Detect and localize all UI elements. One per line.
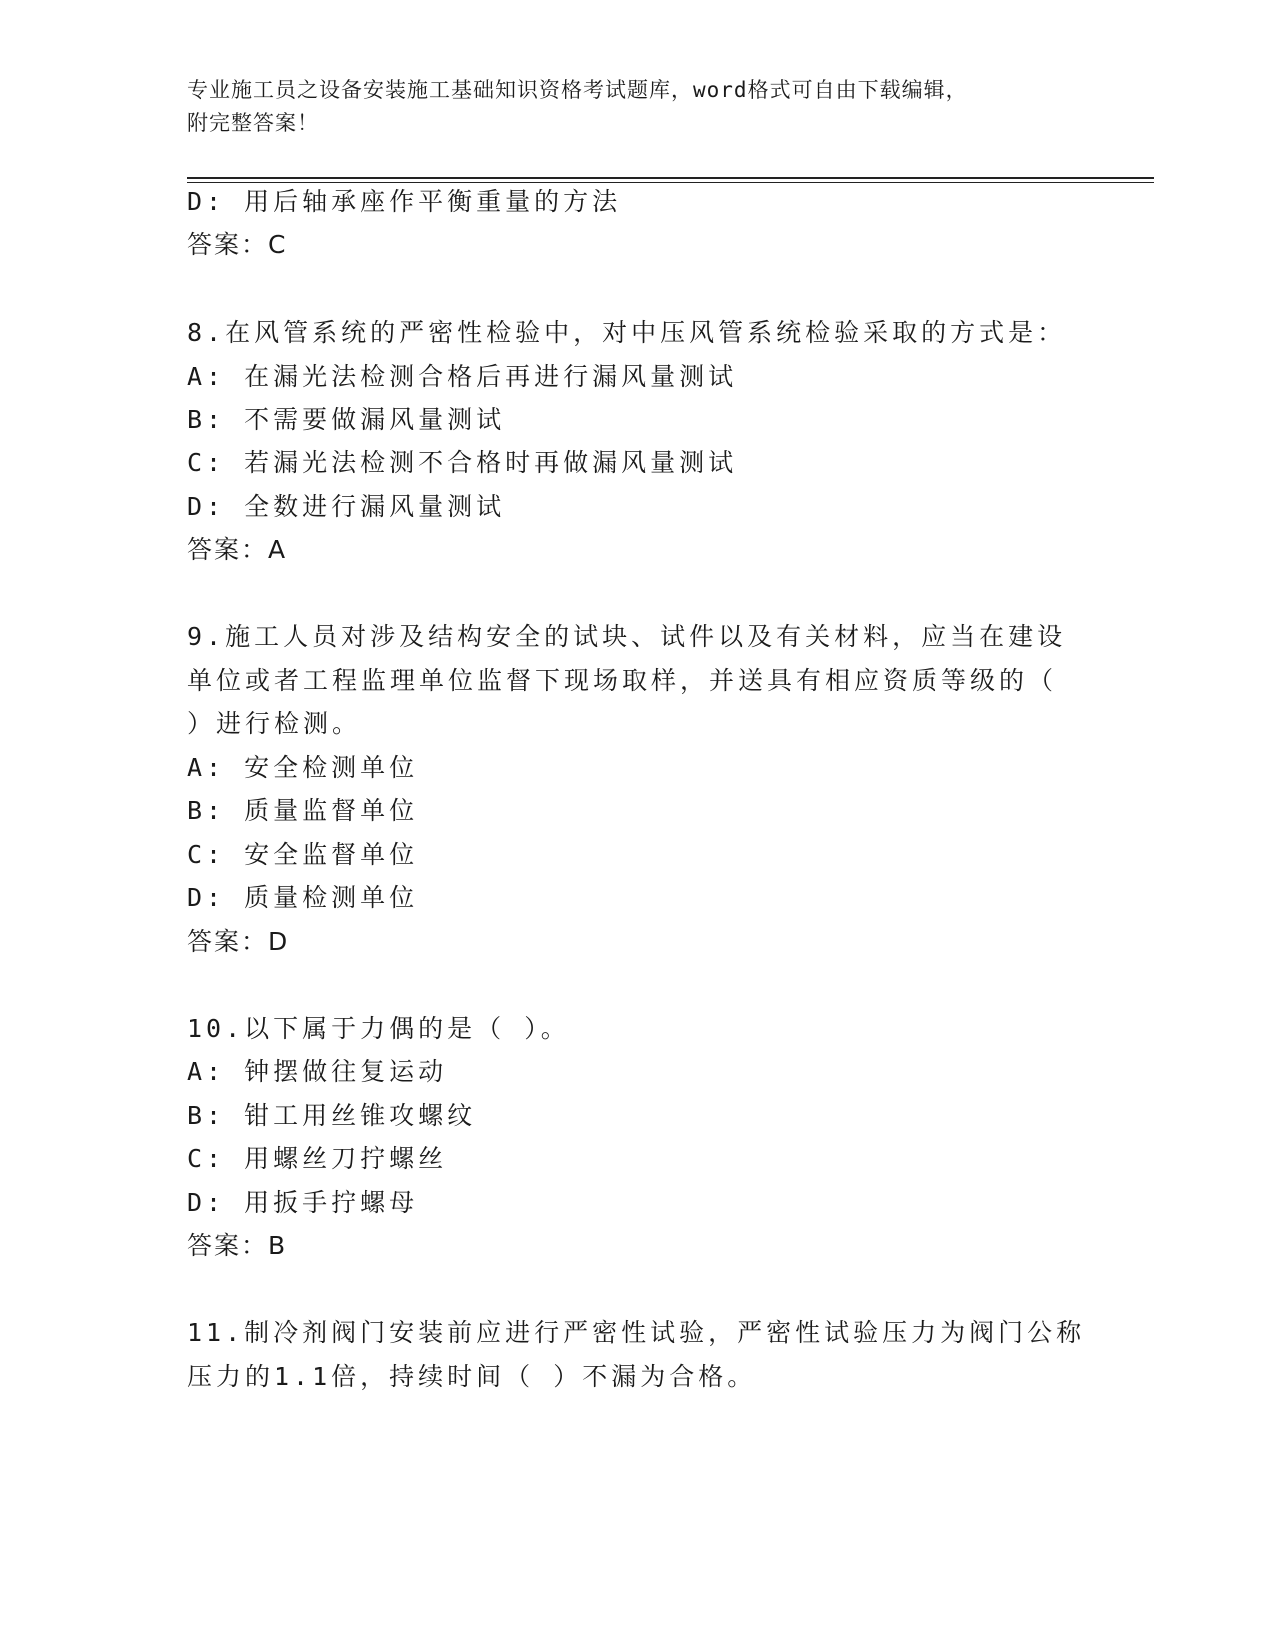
q9-option-a: A: 安全检测单位	[187, 753, 419, 782]
q8-option-b: B: 不需要做漏风量测试	[187, 405, 506, 434]
q9-question-line-2: 单位或者工程监理单位监督下现场取样，并送具有相应资质等级的（	[187, 666, 1058, 695]
q9-option-c: C: 安全监督单位	[187, 840, 419, 869]
header-divider-thick	[187, 177, 1154, 179]
q10-option-a: A: 钟摆做往复运动	[187, 1057, 448, 1086]
q10-option-d: D: 用扳手拧螺母	[187, 1188, 419, 1217]
q10-option-b: B: 钳工用丝锥攻螺纹	[187, 1101, 477, 1130]
header-line-1: 专业施工员之设备安装施工基础知识资格考试题库，word格式可自由下载编辑，	[187, 78, 968, 102]
q9-option-d: D: 质量检测单位	[187, 883, 419, 912]
q10-answer: 答案：B	[187, 1231, 288, 1260]
header-divider-thin	[187, 182, 1154, 183]
q8-option-c: C: 若漏光法检测不合格时再做漏风量测试	[187, 448, 738, 477]
q8-option-d: D: 全数进行漏风量测试	[187, 492, 506, 521]
q9-question-line-3: ）进行检测。	[187, 709, 362, 738]
q11-question-line-1: 11.制冷剂阀门安装前应进行严密性试验，严密性试验压力为阀门公称	[187, 1318, 1086, 1347]
q8-answer: 答案：A	[187, 535, 288, 564]
prev-answer: 答案：C	[187, 230, 288, 259]
q9-option-b: B: 质量监督单位	[187, 796, 419, 825]
q10-option-c: C: 用螺丝刀拧螺丝	[187, 1144, 448, 1173]
q9-question-line-1: 9.施工人员对涉及结构安全的试块、试件以及有关材料，应当在建设	[187, 622, 1067, 651]
q8-question: 8.在风管系统的严密性检验中，对中压风管系统检验采取的方式是：	[187, 318, 1067, 347]
q9-answer: 答案：D	[187, 927, 290, 956]
q11-question-line-2: 压力的1.1倍，持续时间（ ）不漏为合格。	[187, 1362, 757, 1391]
document-header	[187, 74, 1087, 140]
prev-option-d: D: 用后轴承座作平衡重量的方法	[187, 187, 622, 216]
q8-option-a: A: 在漏光法检测合格后再进行漏风量测试	[187, 362, 738, 391]
header-line-2: 附完整答案！	[187, 111, 319, 135]
q10-question: 10.以下属于力偶的是（ ）。	[187, 1014, 570, 1043]
